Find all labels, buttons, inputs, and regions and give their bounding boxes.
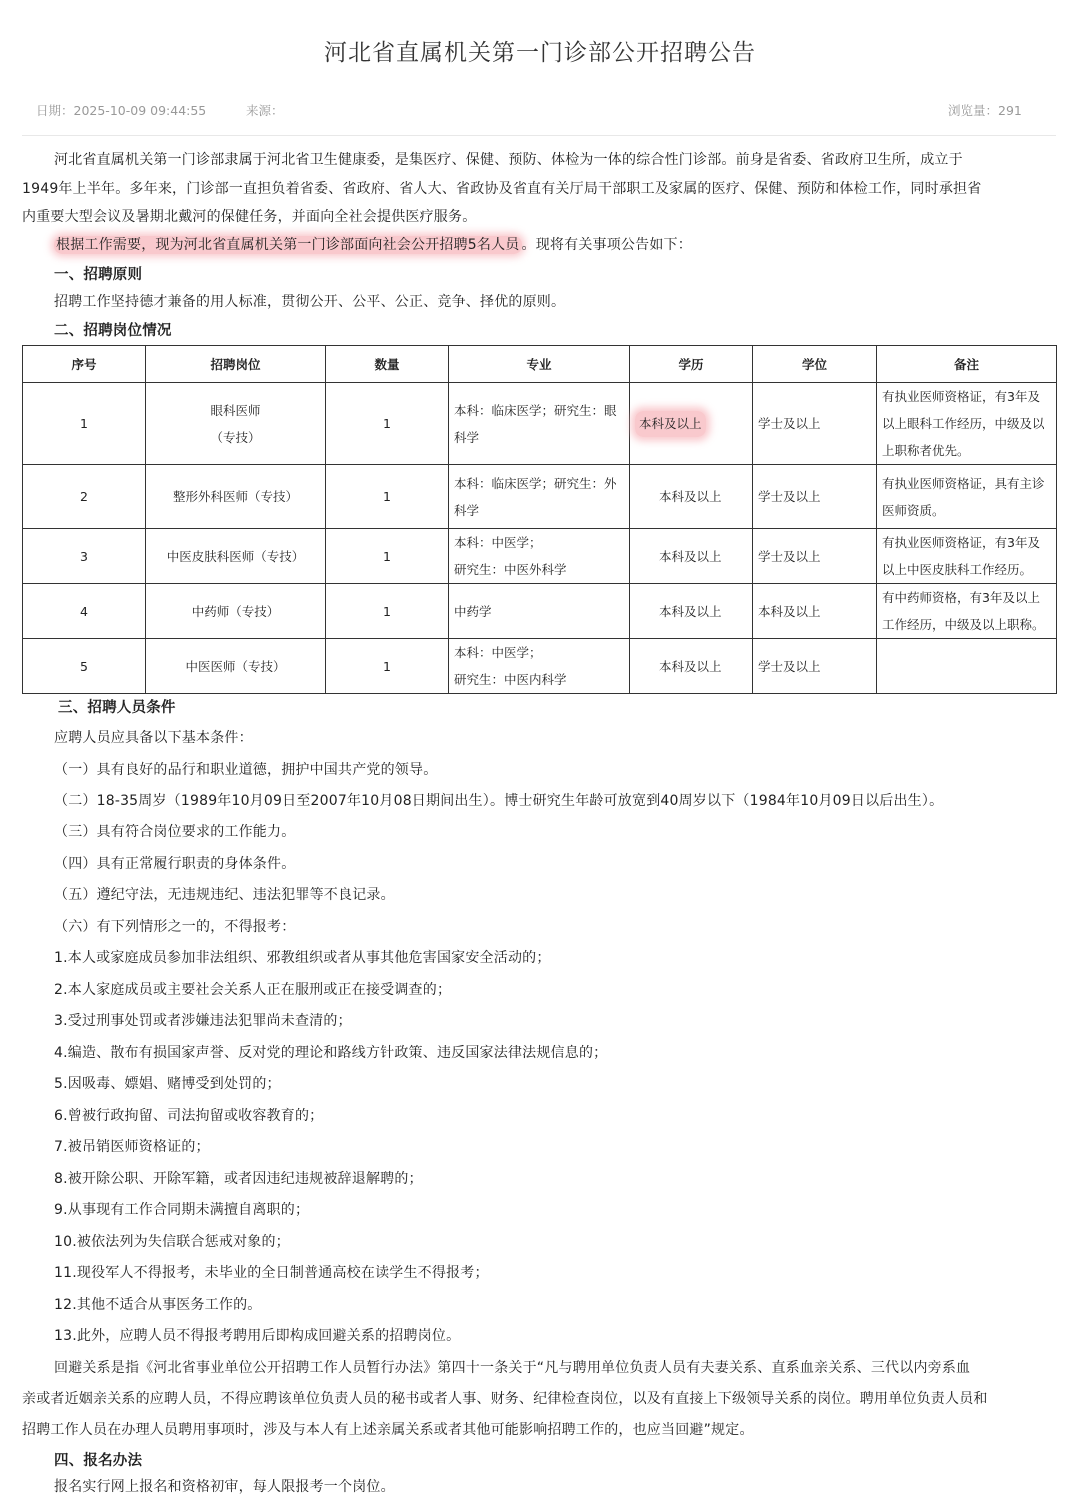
cell-notes-line-2: 以上眼科工作经历，中级及以 (882, 416, 1045, 431)
cell-post-line-2: （专技） (210, 429, 261, 445)
cell-major-line-1: 本科：中医学； (454, 645, 542, 660)
avoidance-line-3: 招聘工作人员在办理人员聘用事项时，涉及与本人有上述亲属关系或者其他可能影响招聘工作的，也应当回避”规定。 (22, 1422, 754, 1438)
cell-major-line-2: 科学 (454, 502, 480, 518)
cell-major (449, 639, 630, 694)
cell-notes-line-1: 有执业医师资格证，有3年及 (882, 535, 1040, 550)
table-row (23, 465, 1057, 529)
cell-notes-line-2: 医师资质。 (882, 502, 945, 518)
header-notes: 备注 (877, 346, 1057, 383)
section-1-text: 招聘工作坚持德才兼备的用人标准，贯彻公开、公平、公正、竞争、择优的原则。 (54, 294, 566, 310)
cell-notes-line-3: 上职称者优先。 (882, 443, 970, 458)
header-divider (22, 135, 1056, 136)
cell-count: 1 (326, 529, 449, 584)
header-education: 学历 (630, 346, 753, 383)
exclusion-item: 3.受过刑事处罚或者涉嫌违法犯罪尚未查清的； (54, 1013, 352, 1029)
cell-post: 中药师（专技） (146, 584, 326, 639)
exclusion-item: 6.曾被行政拘留、司法拘留或收容教育的； (54, 1108, 324, 1124)
cell-count: 1 (326, 465, 449, 529)
table-row (23, 639, 1057, 694)
cell-major-line-1: 本科：中医学； (454, 535, 542, 550)
cell-notes-line-2: 以上中医皮肤科工作经历。 (882, 562, 1033, 577)
cell-notes-line-1: 有执业医师资格证，有3年及 (882, 389, 1040, 404)
exclusion-item: 13.此外，应聘人员不得报考聘用后即构成回避关系的招聘岗位。 (54, 1328, 461, 1344)
section-2-heading: 二、招聘岗位情况 (54, 323, 172, 339)
cell-post-line-1: 眼科医师 (210, 402, 261, 418)
cell-no: 3 (23, 529, 146, 584)
cell-notes (877, 529, 1057, 584)
avoidance-line-2: 亲或者近姻亲关系的应聘人员，不得应聘该单位负责人员的秘书或者人事、财务、纪律检查岗位，以及有直接上下级领导关系的岗位。聘用单位负责人员和 (22, 1391, 988, 1407)
cell-post (146, 383, 326, 465)
cell-education: 本科及以上 (630, 465, 753, 529)
cell-post: 中医皮肤科医师（专技） (146, 529, 326, 584)
highlighted-recruit-count: 根据工作需要，现为河北省直属机关第一门诊部面向社会公开招聘5名人员 (56, 237, 520, 253)
cell-notes (877, 639, 1057, 694)
cell-notes-line-1: 有中药师资格，有3年及以上 (882, 590, 1040, 605)
intro-paragraph-2 (54, 234, 692, 254)
intro-line-3: 内重要大型会议及暑期北戴河的保健任务，并面向全社会提供医疗服务。 (22, 209, 477, 225)
header-degree: 学位 (753, 346, 877, 383)
positions-table (22, 345, 1057, 694)
cell-no: 4 (23, 584, 146, 639)
cell-education: 本科及以上 (630, 639, 753, 694)
exclusion-item: 11.现役军人不得报考，未毕业的全日制普通高校在读学生不得报考； (54, 1265, 489, 1281)
section-3-heading: 三、招聘人员条件 (58, 700, 176, 716)
cell-major-line-2: 科学 (454, 429, 480, 445)
cell-degree: 学士及以上 (753, 639, 877, 694)
cell-degree: 学士及以上 (753, 465, 877, 529)
exclusion-item: 4.编造、散布有损国家声誉、反对党的理论和路线方针政策、违反国家法律法规信息的； (54, 1045, 608, 1061)
exclusion-item: 8.被开除公职、开除军籍，或者因违纪违规被辞退解聘的； (54, 1171, 423, 1187)
condition-item: （一）具有良好的品行和职业道德，拥护中国共产党的领导。 (54, 762, 438, 778)
section-1-heading: 一、招聘原则 (54, 267, 143, 283)
exclusion-item: 2.本人家庭成员或主要社会关系人正在服刑或正在接受调查的； (54, 982, 452, 998)
cell-degree: 学士及以上 (753, 529, 877, 584)
cell-count: 1 (326, 584, 449, 639)
section-4-text: 报名实行网上报名和资格初审，每人限报考一个岗位。 (54, 1479, 395, 1495)
table-row (23, 529, 1057, 584)
cell-count: 1 (326, 383, 449, 465)
table-row (23, 383, 1057, 465)
cell-notes (877, 383, 1057, 465)
exclusion-item: 9.从事现有工作合同期未满擅自离职的； (54, 1202, 310, 1218)
cell-no: 5 (23, 639, 146, 694)
avoidance-line-1: 回避关系是指《河北省事业单位公开招聘工作人员暂行办法》第四十一条关于“凡与聘用单位负责人员有夫妻关系、直系血亲关系、三代以内旁系血 (54, 1360, 971, 1376)
intro-line-2: 1949年上半年。多年来，门诊部一直担负着省委、省政府、省人大、省政协及省直有关厅局干部职工及家属的医疗、保健、预防和体检工作，同时承担省 (22, 181, 982, 197)
section-4-heading: 四、报名办法 (54, 1453, 143, 1469)
exclusion-item: 5.因吸毒、嫖娼、赌博受到处罚的； (54, 1076, 281, 1092)
cell-post: 整形外科医师（专技） (146, 465, 326, 529)
cell-major (449, 383, 630, 465)
cell-education: 本科及以上 (630, 529, 753, 584)
condition-item: （三）具有符合岗位要求的工作能力。 (54, 824, 296, 840)
cell-degree: 本科及以上 (753, 584, 877, 639)
header-count: 数量 (326, 346, 449, 383)
publish-date: 日期：2025-10-09 09:44:55 (36, 103, 207, 118)
page-title: 河北省直属机关第一门诊部公开招聘公告 (324, 40, 756, 66)
exclusion-item: 7.被吊销医师资格证的； (54, 1139, 210, 1155)
cell-major (449, 465, 630, 529)
cell-major-line-1: 本科：临床医学；研究生：外 (454, 475, 617, 491)
cell-education: 本科及以上 (630, 584, 753, 639)
condition-item: （二）18-35周岁（1989年10月09日至2007年10月08日期间出生）。博士研究生年龄可放宽到40周岁以下（1984年10月09日以后出生）。 (54, 793, 944, 809)
condition-item: （六）有下列情形之一的，不得报考： (54, 919, 296, 935)
view-count: 浏览量：291 (948, 103, 1022, 118)
section-3-intro: 应聘人员应具备以下基本条件： (54, 730, 253, 746)
exclusion-item: 12.其他不适合从事医务工作的。 (54, 1297, 262, 1313)
cell-major (449, 529, 630, 584)
header-no: 序号 (23, 346, 146, 383)
cell-major: 中药学 (449, 584, 630, 639)
cell-education (630, 383, 753, 465)
cell-notes (877, 465, 1057, 529)
cell-notes-line-2: 工作经历，中级及以上职称。 (882, 617, 1045, 632)
cell-count: 1 (326, 639, 449, 694)
cell-notes (877, 584, 1057, 639)
exclusion-item: 1.本人或家庭成员参加非法组织、邪教组织或者从事其他危害国家安全活动的； (54, 950, 551, 966)
cell-major-line-1: 本科：临床医学；研究生：眼 (454, 402, 617, 418)
cell-major-line-2: 研究生：中医内科学 (454, 672, 567, 687)
cell-post: 中医医师（专技） (146, 639, 326, 694)
header-major: 专业 (449, 346, 630, 383)
cell-major-line-2: 研究生：中医外科学 (454, 562, 567, 577)
header-post: 招聘岗位 (146, 346, 326, 383)
exclusion-item: 10.被依法列为失信联合惩戒对象的； (54, 1234, 290, 1250)
table-header-row (23, 346, 1057, 383)
highlighted-education: 本科及以上 (635, 411, 706, 437)
cell-no: 1 (23, 383, 146, 465)
table-row (23, 584, 1057, 639)
intro-line-1: 河北省直属机关第一门诊部隶属于河北省卫生健康委，是集医疗、保健、预防、体检为一体的综合性门诊部。前身是省委、省政府卫生所，成立于 (54, 152, 963, 168)
cell-degree: 学士及以上 (753, 383, 877, 465)
condition-item: （五）遵纪守法，无违规违纪、违法犯罪等不良记录。 (54, 887, 395, 903)
intro-paragraph-2-rest: 。现将有关事项公告如下： (521, 237, 692, 253)
cell-notes-line-1: 有执业医师资格证，具有主诊 (882, 475, 1045, 491)
source-label: 来源： (246, 103, 284, 118)
condition-item: （四）具有正常履行职责的身体条件。 (54, 856, 296, 872)
cell-no: 2 (23, 465, 146, 529)
